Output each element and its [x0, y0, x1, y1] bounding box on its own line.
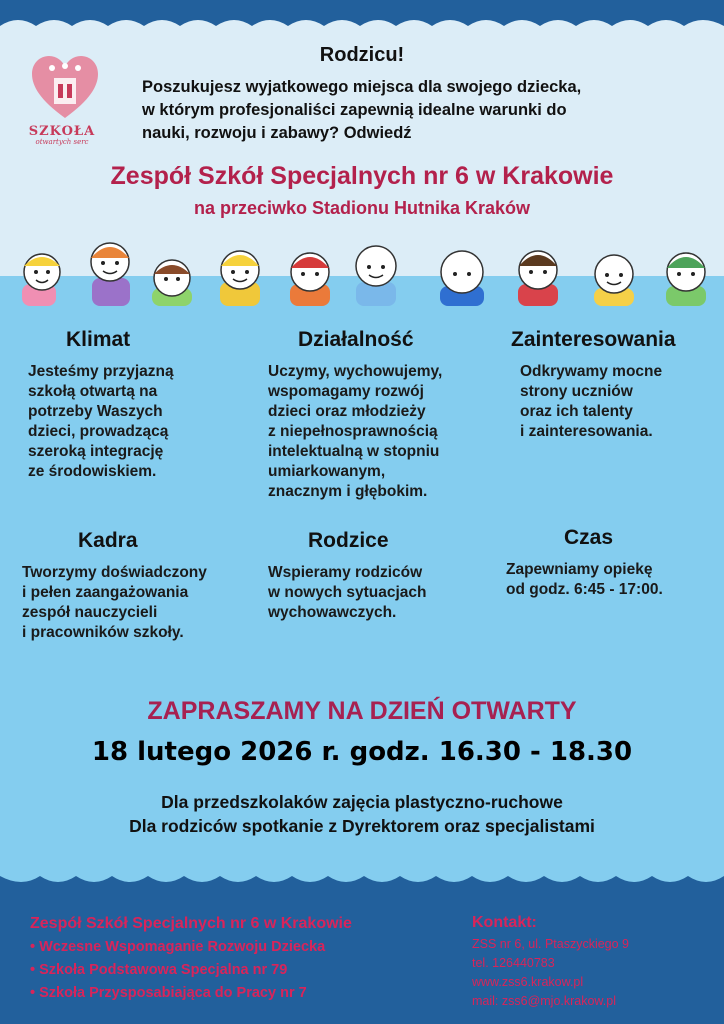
contact-title: Kontakt:	[472, 914, 537, 931]
feature-line: znacznym i głębokim.	[268, 483, 428, 500]
kid-5	[290, 253, 330, 306]
bottom-scallop	[0, 866, 724, 888]
school-logo	[22, 54, 102, 146]
feature-line: umiarkowanym,	[268, 463, 386, 480]
kid-3	[152, 260, 192, 306]
feature-line: intelektualną w stopniu	[268, 443, 440, 460]
feature-line: szeroką integrację	[28, 443, 164, 460]
school-subtitle: na przeciwko Stadionu Hutnika Kraków	[193, 198, 531, 218]
feature-line: Wspieramy rodziców	[268, 564, 423, 581]
feature-body	[268, 362, 442, 502]
feature-line: Jesteśmy przyjazną	[28, 363, 174, 380]
logo-name: SZKOŁA	[28, 124, 96, 139]
activity-line: Dla przedszkolaków zajęcia plastyczno-ruchowe	[161, 792, 563, 812]
kid-6	[356, 246, 396, 306]
feature-line: szkołą otwartą na	[28, 383, 158, 400]
feature-title: Zainteresowania	[511, 328, 676, 351]
kid-10	[666, 253, 706, 306]
logo-subtitle: otwartych serc	[35, 138, 89, 146]
feature-line: i pracowników szkoły.	[22, 624, 184, 641]
feature-rodzice	[268, 529, 427, 623]
kid-1	[22, 254, 60, 306]
contact-website-link[interactable]: www.zss6.krakow.pl	[472, 975, 584, 989]
activity-line: Dla rodziców spotkanie z Dyrektorem oraz specjalistami	[129, 816, 595, 836]
feature-body	[22, 563, 207, 643]
feature-title: Kadra	[78, 529, 138, 552]
feature-line: dzieci, prowadzącą	[28, 423, 169, 440]
school-title: Zespół Szkół Specjalnych nr 6 w Krakowie	[110, 162, 614, 190]
feature-dzialalnosc	[268, 328, 442, 502]
feature-line: w nowych sytuacjach	[268, 584, 427, 601]
feature-title: Klimat	[66, 328, 131, 351]
kid-2	[91, 243, 130, 306]
feature-line: potrzeby Waszych	[28, 403, 163, 420]
feature-line: Zapewniamy opiekę	[506, 561, 653, 578]
intro-line: w którym profesjonaliści zapewnią idealne warunki do	[142, 101, 567, 119]
feature-line: strony uczniów	[520, 383, 633, 400]
feature-body	[506, 560, 663, 600]
intro-line: nauki, rozwoju i zabawy? Odwiedź	[142, 124, 412, 142]
feature-zainteresowania	[508, 328, 676, 442]
kid-8	[518, 251, 558, 306]
footer-contact	[472, 914, 629, 1011]
feature-kadra	[22, 529, 207, 643]
event-date: 18 lutego 2026 r. godz. 16.30 - 18.30	[91, 737, 633, 767]
feature-line: Tworzymy doświadczony	[22, 564, 207, 581]
feature-line: od godz. 6:45 - 17:00.	[506, 581, 663, 598]
footer-school-info	[30, 915, 352, 1005]
feature-body	[268, 563, 427, 623]
footer-school-name: Zespół Szkół Specjalnych nr 6 w Krakowie	[30, 915, 352, 932]
footer-unit-item: • Szkoła Podstawowa Specjalna nr 79	[30, 959, 352, 982]
footer-unit-item: • Szkoła Przysposabiająca do Pracy nr 7	[30, 982, 352, 1005]
feature-line: Uczymy, wychowujemy,	[268, 363, 443, 380]
open-day-heading: ZAPRASZAMY NA DZIEŃ OTWARTY	[147, 697, 577, 725]
feature-line: z niepełnosprawnością	[268, 423, 438, 440]
kid-4	[220, 251, 260, 306]
kid-7	[440, 251, 484, 306]
event-activities	[0, 790, 724, 838]
contact-phone[interactable]: tel. 126440783	[472, 956, 555, 970]
feature-klimat	[28, 328, 174, 482]
footer-unit-item: • Wczesne Wspomaganie Rozwoju Dziecka	[30, 936, 352, 959]
feature-line: ze środowiskiem.	[28, 463, 157, 480]
kid-9	[594, 255, 634, 306]
feature-line: wspomagamy rozwój	[268, 383, 424, 400]
feature-line: zespół nauczycieli	[22, 604, 158, 621]
top-scallop	[0, 14, 724, 36]
intro-text	[142, 76, 662, 145]
feature-czas	[506, 526, 663, 600]
intro-line: Poszukujesz wyjatkowego miejsca dla swojego dziecka,	[142, 78, 582, 96]
feature-line: i pełen zaangażowania	[22, 584, 189, 601]
contact-email-link[interactable]: mail: zss6@mjo.krakow.pl	[472, 994, 616, 1008]
feature-body	[520, 362, 676, 442]
feature-line: dzieci oraz młodzieży	[268, 403, 426, 420]
feature-title: Działalność	[298, 328, 414, 351]
feature-line: i zainteresowania.	[520, 423, 653, 440]
contact-address: ZSS nr 6, ul. Ptaszyckiego 9	[472, 937, 630, 951]
feature-title: Rodzice	[308, 529, 389, 552]
kids-row-illustration	[0, 232, 724, 306]
feature-title: Czas	[564, 526, 614, 549]
feature-line: oraz ich talenty	[520, 403, 633, 420]
feature-line: Odkrywamy mocne	[520, 363, 663, 380]
feature-body	[28, 362, 174, 482]
greeting-heading: Rodzicu!	[319, 44, 405, 66]
feature-line: wychowawczych.	[268, 604, 397, 621]
